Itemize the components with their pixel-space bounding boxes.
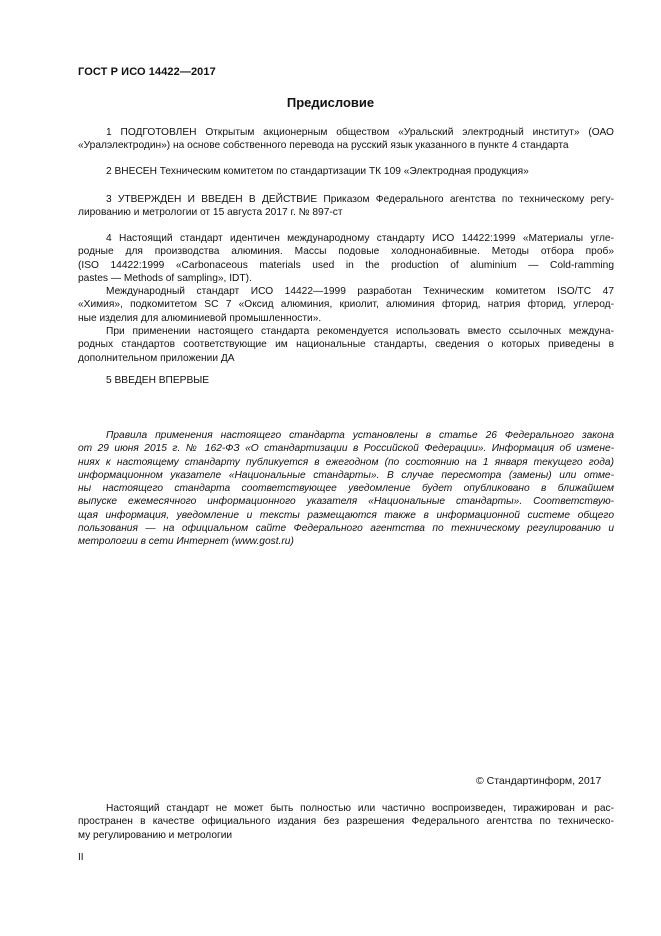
item-3-line: лированию и метрологии от 15 августа 2017 г. № 897-ст bbox=[78, 207, 343, 219]
reproduction-line: пространен в качестве официального издания без разрешения Федерального агентства по техническо- bbox=[78, 816, 614, 828]
notice-line: выпуске ежемесячного информационного указателя «Национальные стандарты». Соответствую- bbox=[78, 496, 614, 508]
standard-application-notice bbox=[78, 429, 614, 549]
page-number: II bbox=[78, 852, 84, 863]
item-4-line: (ISO 14422:1999 «Carbonaceous materials used in the production of aluminium — Cold-ramming bbox=[78, 259, 614, 271]
item-4-line: При применении настоящего стандарта рекомендуется использовать вместо ссылочных междуна- bbox=[106, 326, 614, 338]
item-2-line: 2 ВНЕСЕН Техническим комитетом по стандартизации ТК 109 «Электродная продукция» bbox=[106, 166, 529, 177]
item-4-line: Международный стандарт ИСО 14422—1999 разработан Техническим комитетом ISO/TC 47 bbox=[106, 286, 614, 298]
item-4-line: родные для производства алюминия. Массы подовые холоднонабивные. Методы отбора проб» bbox=[78, 246, 614, 258]
item-2-submitted bbox=[78, 165, 614, 178]
item-3-line: 3 УТВЕРЖДЕН И ВВЕДЕН В ДЕЙСТВИЕ Приказом Федерального агентства по техническому регу- bbox=[106, 194, 614, 205]
item-4-line: родных стандартов соответствующие им национальные стандарты, сведения о которых приведены в bbox=[78, 339, 614, 351]
notice-line: ны настоящего стандарта соответствующее уведомление будет опубликовано в ближайшем bbox=[78, 483, 614, 495]
item-4-line: «Химия», подкомитетом SC 7 «Оксид алюминия, криолит, алюминия фторид, натрия фторид, углерод- bbox=[78, 299, 614, 311]
item-3-approved bbox=[78, 193, 614, 220]
item-4-line: ные изделия для алюминиевой промышленности». bbox=[78, 312, 322, 324]
notice-line: щая информация, уведомление и тексты размещаются также в информационной системе общего bbox=[78, 509, 614, 521]
notice-line: от 29 июня 2015 г. № 162-ФЗ «О стандартизации в Российской Федерации». Информация об измене- bbox=[78, 443, 614, 455]
item-4-line: pastes — Methods of sampling», IDT). bbox=[78, 272, 252, 284]
item-5-introduced bbox=[78, 374, 614, 387]
notice-line: пользования — на официальном сайте Федерального агентства по техническому регулированию и bbox=[78, 523, 614, 535]
item-4-line: дополнительном приложении ДА bbox=[78, 352, 235, 364]
item-1-prepared bbox=[78, 126, 614, 153]
item-5-line: 5 ВВЕДЕН ВПЕРВЫЕ bbox=[106, 375, 210, 386]
notice-line: ниях к настоящему стандарту публикуется в ежегодном (по состоянию на 1 января текущего года) bbox=[78, 456, 614, 468]
standard-code-header: ГОСТ Р ИСО 14422—2017 bbox=[78, 66, 216, 78]
notice-line: Правила применения настоящего стандарта установлены в статье 26 Федерального закона bbox=[106, 430, 614, 441]
reproduction-line: му регулированию и метрологии bbox=[78, 829, 233, 841]
notice-line: информационном указателе «Национальные стандарты». В случае пересмотра (замены) или отме- bbox=[78, 469, 614, 481]
item-4-identity bbox=[78, 232, 614, 365]
copyright-notice: © Стандартинформ, 2017 bbox=[476, 775, 602, 787]
section-title-foreword: Предисловие bbox=[286, 95, 375, 110]
item-4-line: 4 Настоящий стандарт идентичен международному стандарту ИСО 14422:1999 «Материалы угле- bbox=[106, 233, 614, 244]
reproduction-line: Настоящий стандарт не может быть полностью или частично воспроизведен, тиражирован и рас- bbox=[106, 803, 614, 814]
item-1-line: 1 ПОДГОТОВЛЕН Открытым акционерным обществом «Уральский электродный институт» (ОАО bbox=[106, 127, 614, 138]
item-1-line: «Уралэлектродин») на основе собственного перевода на русский язык указанного в пункте 4 стандарта bbox=[78, 140, 569, 152]
notice-line: метрологии в сети Интернет (www.gost.ru) bbox=[78, 536, 294, 548]
reproduction-restriction bbox=[78, 802, 614, 842]
